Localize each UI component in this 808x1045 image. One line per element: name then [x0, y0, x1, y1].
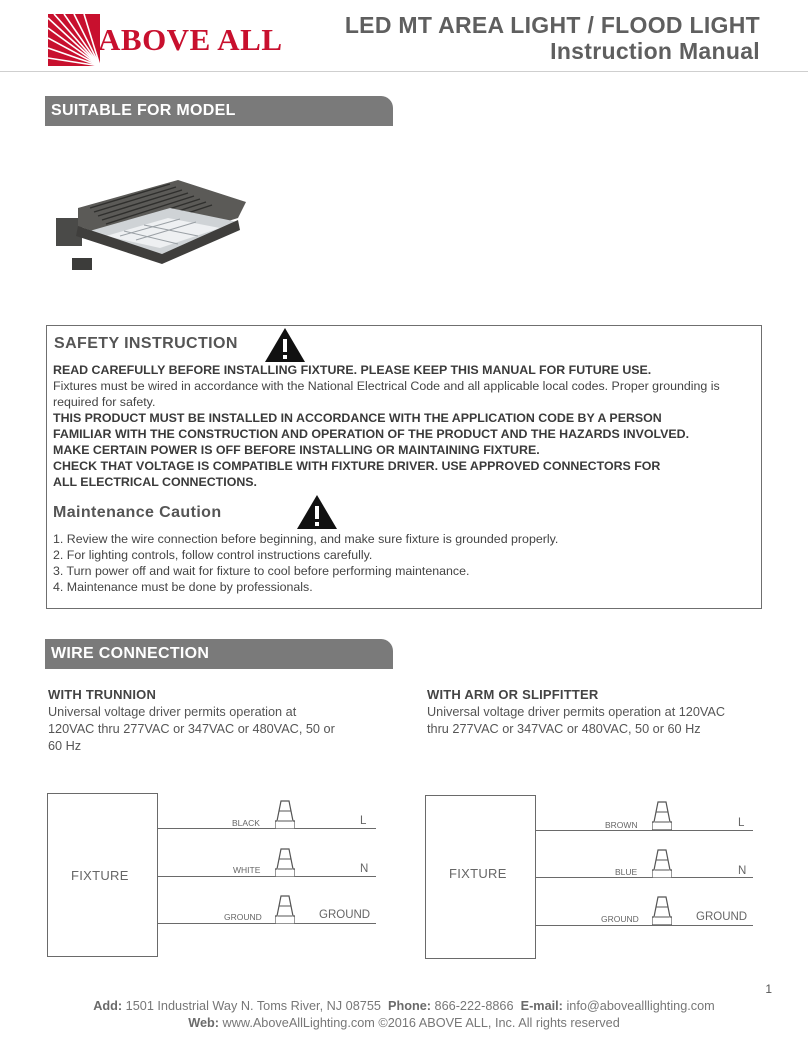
safety-line-4: FAMILIAR WITH THE CONSTRUCTION AND OPERATION OF THE PRODUCT AND THE HAZARDS INVOLVED. — [53, 427, 690, 441]
safety-line-7: ALL ELECTRICAL CONNECTIONS. — [53, 475, 257, 489]
footer-address: 1501 Industrial Way N. Toms River, NJ 08755 — [125, 999, 381, 1013]
maintenance-item-3: 3. Turn power off and wait for fixture to cool before performing maintenance. — [53, 564, 470, 578]
arm-fixture-label: FIXTURE — [449, 866, 507, 881]
trunnion-description: Universal voltage driver permits operation at 120VAC thru 277VAC or 347VAC or 480VAC, 50 or 60 Hz — [48, 705, 335, 753]
safety-line-5: MAKE CERTAIN POWER IS OFF BEFORE INSTALLING OR MAINTAINING FIXTURE. — [53, 443, 540, 457]
header-divider — [0, 71, 808, 72]
safety-line-3: THIS PRODUCT MUST BE INSTALLED IN ACCORDANCE WITH THE APPLICATION CODE BY A PERSON — [53, 411, 662, 425]
document-subtitle: Instruction Manual — [550, 38, 760, 64]
footer-email[interactable]: info@abovealllighting.com — [566, 999, 715, 1013]
trunnion-terminal-1: L — [360, 815, 367, 827]
safety-line-1: READ CAREFULLY BEFORE INSTALLING FIXTURE. PLEASE KEEP THIS MANUAL FOR FUTURE USE. — [53, 363, 652, 377]
trunnion-fixture-label: FIXTURE — [71, 868, 129, 883]
wire-nut-icon — [652, 895, 672, 925]
arm-wire-color-2: BLUE — [615, 867, 638, 877]
wire-connection-heading: WIRE CONNECTION — [45, 639, 393, 669]
wire-nut-icon — [275, 847, 295, 877]
arm-title: WITH ARM OR SLIPFITTER — [427, 687, 599, 702]
suitable-model-heading: SUITABLE FOR MODEL — [45, 96, 393, 126]
wire-nut-icon — [275, 799, 295, 829]
arm-wire-color-1: BROWN — [605, 820, 638, 830]
safety-line-2: Fixtures must be wired in accordance with the National Electrical Code and all applicable local codes. Proper grounding is required for safety. — [53, 379, 720, 410]
arm-wire-n — [536, 877, 753, 878]
arm-terminal-3: GROUND — [696, 911, 748, 923]
maintenance-item-2: 2. For lighting controls, follow control instructions carefully. — [53, 548, 373, 562]
maintenance-item-1: 1. Review the wire connection before beginning, and make sure fixture is grounded properly. — [53, 532, 559, 546]
maintenance-title: Maintenance Caution — [53, 504, 222, 521]
trunnion-terminal-3: GROUND — [319, 909, 371, 921]
safety-line-6: CHECK THAT VOLTAGE IS COMPATIBLE WITH FIXTURE DRIVER. USE APPROVED CONNECTORS FOR — [53, 459, 661, 473]
trunnion-wire-n — [158, 876, 376, 877]
safety-title: SAFETY INSTRUCTION — [54, 335, 238, 352]
trunnion-wire-ground — [158, 923, 376, 924]
maintenance-item-4: 4. Maintenance must be done by professionals. — [53, 580, 313, 594]
wire-nut-icon — [275, 894, 295, 924]
arm-description: Universal voltage driver permits operation at 120VAC thru 277VAC or 347VAC or 480VAC, 50 or 60 Hz — [427, 705, 726, 736]
footer-phone-label: Phone: — [388, 999, 431, 1013]
footer-web-label: Web: — [188, 1016, 219, 1030]
footer-phone: 866-222-8866 — [434, 999, 514, 1013]
page-number: 1 — [765, 982, 772, 996]
footer-web — [0, 1016, 808, 1030]
trunnion-title: WITH TRUNNION — [48, 687, 157, 702]
footer-copyright: ©2016 ABOVE ALL, Inc. All rights reserved — [378, 1016, 620, 1030]
logo-sunburst-icon — [48, 14, 100, 66]
brand-logo — [48, 14, 283, 66]
warning-icon — [296, 494, 338, 530]
footer-add-label: Add: — [93, 999, 123, 1013]
warning-icon — [264, 327, 306, 363]
document-title: LED MT AREA LIGHT / FLOOD LIGHT — [344, 12, 760, 38]
arm-terminal-1: L — [738, 817, 745, 829]
arm-terminal-2: N — [738, 865, 747, 877]
footer-web-url[interactable]: www.AboveAllLighting.com — [222, 1016, 375, 1030]
footer-email-label: E-mail: — [520, 999, 563, 1013]
arm-wire-color-3: GROUND — [601, 914, 639, 924]
fixture-product-image — [50, 178, 250, 270]
footer-contact — [0, 999, 808, 1013]
trunnion-terminal-2: N — [360, 863, 369, 875]
arm-wire-l — [536, 830, 753, 831]
wire-nut-icon — [652, 800, 672, 830]
trunnion-wire-color-3: GROUND — [224, 912, 262, 922]
trunnion-wire-color-1: BLACK — [232, 818, 260, 828]
arm-wire-ground — [536, 925, 753, 926]
trunnion-wire-l — [158, 828, 376, 829]
trunnion-wire-color-2: WHITE — [233, 865, 261, 875]
brand-name: ABOVE ALL — [98, 22, 283, 57]
wire-nut-icon — [652, 848, 672, 878]
